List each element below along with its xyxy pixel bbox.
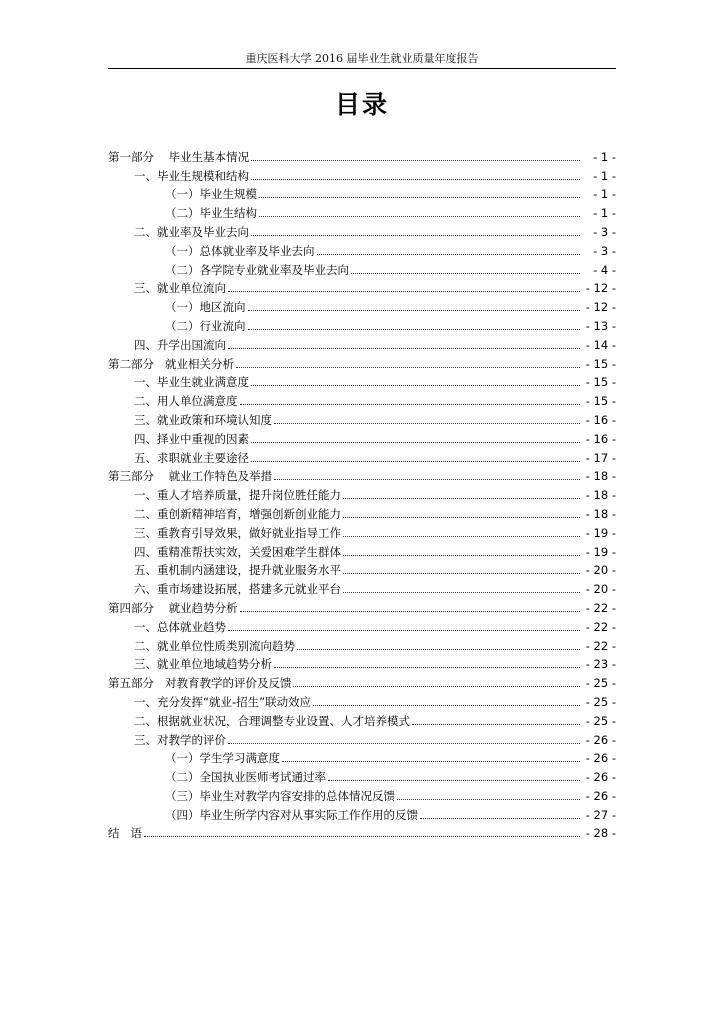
toc-entry-label: 第二部分 就业相关分析 <box>108 356 234 371</box>
toc-entry[interactable] <box>108 240 616 259</box>
toc-entry-label: 三、就业政策和环境认知度 <box>134 412 272 427</box>
toc-entry-label: 四、重精准帮扶实效，关爱困难学生群体 <box>134 544 341 559</box>
toc-entry-label: 六、重市场建设拓展，搭建多元就业平台 <box>134 582 341 597</box>
toc-entry-label: 二、根据就业状况，合理调整专业设置、人才培养模式 <box>134 713 410 728</box>
toc-dot-leader <box>144 836 580 837</box>
toc-entry[interactable] <box>108 522 616 541</box>
toc-entry-label: （一）学生学习满意度 <box>165 751 280 766</box>
toc-entry-label: 一、毕业生就业满意度 <box>134 375 249 390</box>
table-of-contents <box>108 146 616 841</box>
toc-entry[interactable] <box>108 616 616 635</box>
toc-entry[interactable] <box>108 484 616 503</box>
toc-entry-label: 三、重教育引导效果，做好就业指导工作 <box>134 525 341 540</box>
toc-entry[interactable] <box>108 315 616 334</box>
toc-entry-label: 第一部分 毕业生基本情况 <box>108 149 250 164</box>
toc-dot-leader <box>328 780 580 781</box>
toc-entry-label: 五、重机制内涵建设，提升就业服务水平 <box>134 563 341 578</box>
toc-entry[interactable] <box>108 221 616 240</box>
toc-entry-page-number: - 18 - <box>585 469 616 484</box>
toc-entry[interactable] <box>108 785 616 804</box>
toc-entry-label: 三、对教学的评价 <box>134 732 226 747</box>
toc-entry[interactable] <box>108 428 616 447</box>
toc-dot-leader <box>236 367 580 368</box>
toc-entry-label: 第三部分 就业工作特色及举措 <box>108 469 273 484</box>
toc-entry-page-number: - 27 - <box>585 807 616 822</box>
toc-entry-label: 二、就业单位性质类别流向趋势 <box>134 638 295 653</box>
toc-dot-leader <box>228 630 580 631</box>
toc-entry[interactable] <box>108 503 616 522</box>
toc-entry[interactable] <box>108 597 616 616</box>
toc-entry-label: 二、用人单位满意度 <box>134 394 238 409</box>
toc-entry-label: （二）毕业生结构 <box>165 206 257 221</box>
toc-entry-page-number: - 28 - <box>585 826 616 841</box>
toc-dot-leader <box>251 179 580 180</box>
toc-entry-page-number: - 26 - <box>585 788 616 803</box>
toc-entry[interactable] <box>108 748 616 767</box>
toc-entry-page-number: - 12 - <box>585 281 616 296</box>
toc-dot-leader <box>343 592 580 593</box>
toc-entry-label: 一、毕业生规模和结构 <box>134 168 249 183</box>
toc-dot-leader <box>293 686 580 687</box>
toc-entry[interactable] <box>108 729 616 748</box>
toc-dot-leader <box>420 818 580 819</box>
toc-entry-page-number: - 16 - <box>585 412 616 427</box>
toc-dot-leader <box>248 310 581 311</box>
toc-dot-leader <box>343 555 580 556</box>
toc-entry-page-number: - 19 - <box>585 525 616 540</box>
toc-dot-leader <box>240 611 580 612</box>
toc-entry-label: （二）各学院专业就业率及毕业去向 <box>165 262 349 277</box>
toc-entry-page-number: - 1 - <box>593 149 616 164</box>
toc-entry[interactable] <box>108 804 616 823</box>
toc-dot-leader <box>343 536 580 537</box>
toc-dot-leader <box>317 254 581 255</box>
toc-entry[interactable] <box>108 372 616 391</box>
toc-entry[interactable] <box>108 278 616 297</box>
toc-entry-page-number: - 4 - <box>593 262 616 277</box>
toc-entry[interactable] <box>108 691 616 710</box>
toc-dot-leader <box>343 498 580 499</box>
toc-entry-page-number: - 17 - <box>585 450 616 465</box>
page-header: 重庆医科大学 2016 届毕业生就业质量年度报告 <box>245 52 479 65</box>
toc-entry[interactable] <box>108 823 616 842</box>
toc-entry-page-number: - 1 - <box>593 206 616 221</box>
toc-dot-leader <box>397 799 580 800</box>
toc-entry-page-number: - 20 - <box>585 563 616 578</box>
toc-entry-label: （三）毕业生对教学内容安排的总体情况反馈 <box>165 788 395 803</box>
toc-dot-leader <box>251 385 580 386</box>
toc-dot-leader <box>297 649 580 650</box>
toc-entry-page-number: - 12 - <box>585 300 616 315</box>
toc-dot-leader <box>248 329 581 330</box>
toc-entry-label: 一、重人才培养质量，提升岗位胜任能力 <box>134 488 341 503</box>
toc-entry-label: 一、总体就业趋势 <box>134 619 226 634</box>
toc-dot-leader <box>351 273 580 274</box>
toc-entry-page-number: - 3 - <box>593 243 616 258</box>
toc-dot-leader <box>228 348 580 349</box>
toc-entry[interactable] <box>108 466 616 485</box>
toc-entry-page-number: - 25 - <box>585 694 616 709</box>
toc-entry-label: （一）总体就业率及毕业去向 <box>165 243 315 258</box>
toc-entry-page-number: - 1 - <box>593 187 616 202</box>
toc-entry[interactable] <box>108 654 616 673</box>
toc-dot-leader <box>412 724 580 725</box>
toc-entry[interactable] <box>108 146 616 165</box>
toc-entry[interactable] <box>108 766 616 785</box>
toc-entry-page-number: - 22 - <box>585 638 616 653</box>
toc-entry-label: 结 语 <box>108 826 142 841</box>
toc-entry-label: （二）全国执业医师考试通过率 <box>165 770 326 785</box>
toc-entry-page-number: - 22 - <box>585 600 616 615</box>
toc-dot-leader <box>251 442 580 443</box>
toc-dot-leader <box>228 743 580 744</box>
toc-entry[interactable] <box>108 184 616 203</box>
toc-entry[interactable] <box>108 259 616 278</box>
toc-entry-label: 五、求职就业主要途径 <box>134 450 249 465</box>
toc-entry-page-number: - 22 - <box>585 619 616 634</box>
toc-entry-label: 第五部分 对教育教学的评价及反馈 <box>108 676 292 691</box>
toc-entry[interactable] <box>108 409 616 428</box>
toc-entry[interactable] <box>108 541 616 560</box>
toc-entry-label: 四、升学出国流向 <box>134 337 226 352</box>
toc-entry[interactable] <box>108 710 616 729</box>
toc-entry-page-number: - 26 - <box>585 751 616 766</box>
toc-entry-page-number: - 3 - <box>593 224 616 239</box>
toc-dot-leader <box>343 517 580 518</box>
toc-entry-page-number: - 15 - <box>585 375 616 390</box>
toc-dot-leader <box>274 479 580 480</box>
toc-entry-page-number: - 15 - <box>585 394 616 409</box>
toc-entry-page-number: - 14 - <box>585 337 616 352</box>
toc-entry-page-number: - 23 - <box>585 657 616 672</box>
toc-entry-page-number: - 13 - <box>585 318 616 333</box>
toc-dot-leader <box>259 216 580 217</box>
toc-entry-label: 三、就业单位地域趋势分析 <box>134 657 272 672</box>
toc-entry-label: 三、就业单位流向 <box>134 281 226 296</box>
toc-dot-leader <box>240 404 581 405</box>
toc-entry-label: （一）地区流向 <box>165 300 246 315</box>
toc-entry[interactable] <box>108 578 616 597</box>
toc-entry-label: 二、就业率及毕业去向 <box>134 224 249 239</box>
toc-entry[interactable] <box>108 635 616 654</box>
toc-entry-page-number: - 15 - <box>585 356 616 371</box>
toc-dot-leader <box>251 160 580 161</box>
toc-dot-leader <box>251 461 580 462</box>
toc-entry-page-number: - 26 - <box>585 770 616 785</box>
toc-entry[interactable] <box>108 334 616 353</box>
toc-dot-leader <box>343 573 580 574</box>
toc-dot-leader <box>313 705 580 706</box>
toc-entry-page-number: - 20 - <box>585 582 616 597</box>
toc-entry-label: （一）毕业生规模 <box>165 187 257 202</box>
toc-entry-label: 二、重创新精神培育，增强创新创业能力 <box>134 506 341 521</box>
toc-entry[interactable] <box>108 390 616 409</box>
toc-dot-leader <box>274 667 580 668</box>
toc-dot-leader <box>282 761 580 762</box>
toc-entry-label: （二）行业流向 <box>165 318 246 333</box>
toc-entry-page-number: - 1 - <box>593 168 616 183</box>
toc-entry-page-number: - 18 - <box>585 506 616 521</box>
toc-entry-label: 第四部分 就业趋势分析 <box>108 600 238 615</box>
toc-dot-leader <box>274 423 580 424</box>
toc-entry-label: （四）毕业生所学内容对从事实际工作作用的反馈 <box>165 807 418 822</box>
toc-entry[interactable] <box>108 447 616 466</box>
toc-entry-label: 四、择业中重视的因素 <box>134 431 249 446</box>
toc-entry[interactable] <box>108 672 616 691</box>
toc-entry-page-number: - 16 - <box>585 431 616 446</box>
toc-entry[interactable] <box>108 353 616 372</box>
toc-dot-leader <box>228 291 580 292</box>
toc-entry-page-number: - 19 - <box>585 544 616 559</box>
toc-entry[interactable] <box>108 202 616 221</box>
toc-entry-label: 一、充分发挥“就业-招生”联动效应 <box>134 694 312 709</box>
toc-dot-leader <box>251 235 580 236</box>
toc-entry-page-number: - 25 - <box>585 713 616 728</box>
header-divider <box>108 68 616 69</box>
toc-entry[interactable] <box>108 560 616 579</box>
toc-entry-page-number: - 26 - <box>585 732 616 747</box>
toc-entry-page-number: - 25 - <box>585 676 616 691</box>
toc-dot-leader <box>259 197 580 198</box>
toc-entry[interactable] <box>108 165 616 184</box>
toc-entry[interactable] <box>108 296 616 315</box>
page-title: 目录 <box>334 90 389 119</box>
toc-entry-page-number: - 18 - <box>585 488 616 503</box>
